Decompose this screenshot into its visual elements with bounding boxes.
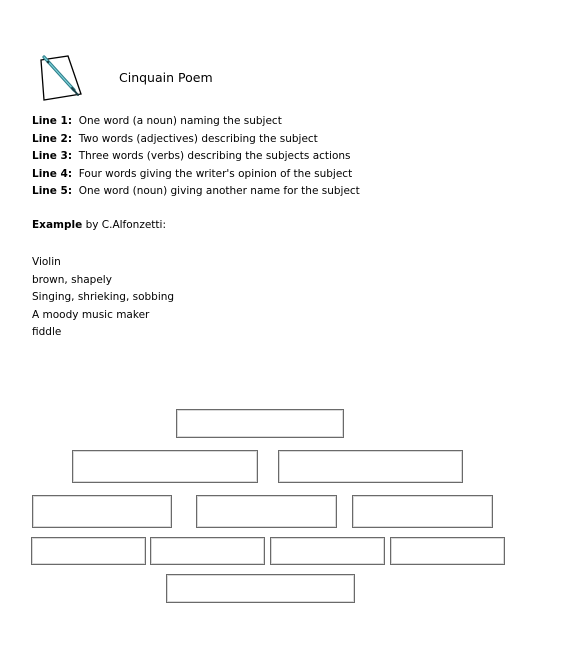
answer-box-line-4-word-3[interactable] xyxy=(270,537,385,565)
answer-box-line-1[interactable] xyxy=(176,409,344,438)
line-instructions xyxy=(32,113,360,201)
answer-box-line-3-word-2[interactable] xyxy=(196,495,337,528)
poem-line-4: A moody music maker xyxy=(32,308,150,321)
instruction-line-2: Line 2: Two words (adjectives) describing the subject xyxy=(32,132,318,145)
instruction-line-3: Line 3: Three words (verbs) describing the subjects actions xyxy=(32,150,351,162)
poem-line-3: Singing, shrieking, sobbing xyxy=(32,291,175,303)
poem-line-1: Violin xyxy=(32,256,61,268)
instruction-line-5: Line 5: One word (noun) giving another name for the subject xyxy=(32,185,360,197)
poem-line-2: brown, shapely xyxy=(32,273,112,286)
instruction-line-1: Line 1: One word (a noun) naming the subject xyxy=(32,115,282,127)
answer-box-line-2-word-2[interactable] xyxy=(278,450,463,483)
page-title: Cinquain Poem xyxy=(119,70,213,85)
answer-box-line-3-word-1[interactable] xyxy=(32,495,172,528)
poem-line-5: fiddle xyxy=(32,326,62,338)
answer-box-line-4-word-1[interactable] xyxy=(31,537,146,565)
answer-box-line-3-word-3[interactable] xyxy=(352,495,493,528)
pen-and-paper-icon xyxy=(38,54,84,102)
answer-box-line-4-word-4[interactable] xyxy=(390,537,505,565)
instruction-line-4: Line 4: Four words giving the writer's opinion of the subject xyxy=(32,167,353,180)
example-poem xyxy=(32,254,174,342)
answer-box-line-4-word-2[interactable] xyxy=(150,537,265,565)
answer-box-line-5[interactable] xyxy=(166,574,355,603)
answer-box-line-2-word-1[interactable] xyxy=(72,450,258,483)
example-byline: Example by C.Alfonzetti: xyxy=(32,219,166,231)
